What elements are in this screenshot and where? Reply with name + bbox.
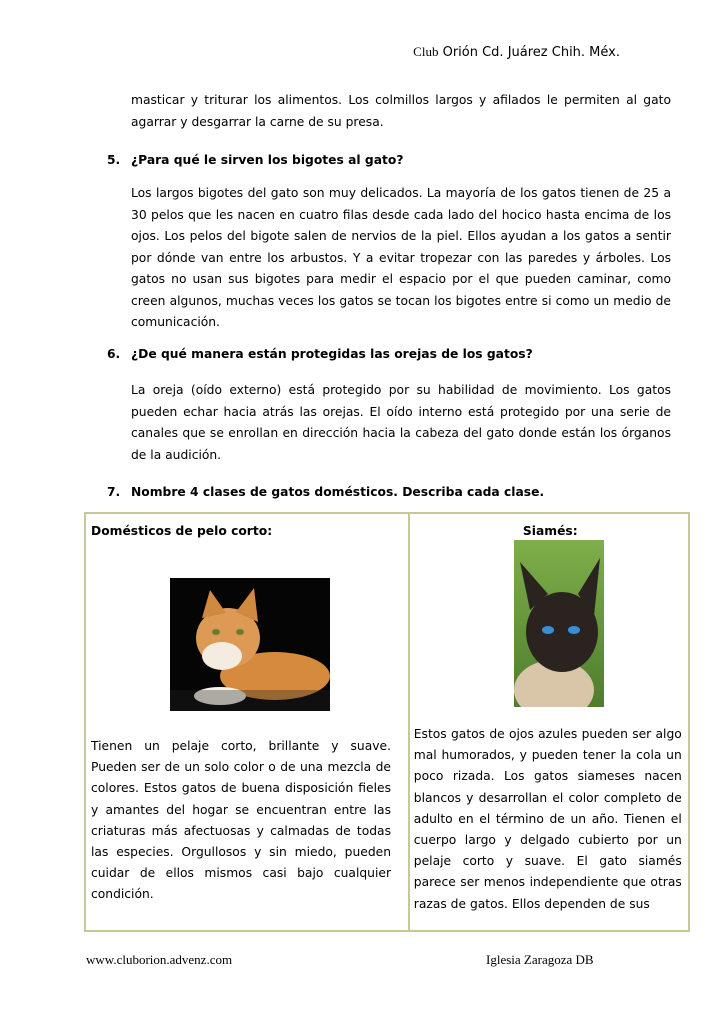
answer-5: Los largos bigotes del gato son muy delicados. La mayoría de los gatos tienen de 25 a 30 pelos que les nacen en cuatro filas desde cada lado del hocico hasta encima de los ojos. Los pelos del bigote salen de nervios de la piel. Ellos ayudan a los gatos a sentir por dónde van entre los arbustos. Y a evitar tropezar con las paredes y árboles. Los gatos no usan sus bigotes para medir el espacio por el que pueden caminar, como creen algunos, muchas veces los gatos se tocan los bigotes entre si como un medio de comunicación. — [131, 186, 671, 329]
shorthair-cell — [85, 513, 409, 931]
orange-cat-photo — [170, 578, 330, 711]
header-club: Club — [413, 44, 439, 59]
shorthair-description: Tienen un pelaje corto, brillante y suave. Pueden ser de un solo color o de una mezcla de colores. Estos gatos de buena disposición fieles y amantes del hogar se encuentran entre las criaturas más afectuosas y calmadas de todas las especies. Orgullosos y sin miedo, pueden cuidar de ellos mismos casi bajo cualquier condición. — [91, 739, 391, 902]
question-5 — [107, 153, 403, 167]
question-6-number: 6. — [107, 347, 121, 361]
siamese-description: Estos gatos de ojos azules pueden ser algo mal humorados, y pueden tener la cola un poco rizada. Los gatos siameses nacen blancos y desarrollan el color completo de adulto en el término de un año. Tienen el cuerpo largo y delgado cubierto por un pelaje corto y suave. El gato siamés parece ser menos independiente que otras razas de gatos. Ellos dependen de sus — [413, 727, 682, 911]
question-7-number: 7. — [107, 485, 121, 499]
question-5-number: 5. — [107, 153, 121, 167]
header-location: Orión Cd. Juárez Chih. Méx. — [442, 45, 620, 60]
question-6 — [107, 347, 533, 361]
siamese-cat-photo — [514, 540, 604, 707]
question-6-text: ¿De qué manera están protegidas las orejas de los gatos? — [131, 347, 533, 361]
cat-types-table — [84, 512, 690, 932]
question-7 — [107, 485, 544, 499]
siamese-cell — [409, 513, 689, 931]
intro-paragraph: masticar y triturar los alimentos. Los colmillos largos y afilados le permiten al gato agarrar y desgarrar la carne de su presa. — [131, 93, 671, 129]
question-7-text: Nombre 4 clases de gatos domésticos. Describa cada clase. — [131, 485, 545, 499]
answer-6: La oreja (oído externo) está protegido por su habilidad de movimiento. Los gatos pueden echar hacia atrás las orejas. El oído interno está protegido por una serie de canales que se enrollan en dirección hacia la cabeza del gato donde están los órganos de la audición. — [131, 383, 671, 462]
footer-church: Iglesia Zaragoza DB — [486, 952, 594, 967]
siamese-title: Siamés: — [522, 524, 578, 538]
question-5-text: ¿Para qué le sirven los bigotes al gato? — [131, 153, 404, 167]
page-header — [0, 44, 620, 60]
shorthair-title: Domésticos de pelo corto: — [91, 524, 273, 538]
footer-website: www.cluborion.advenz.com — [86, 952, 233, 967]
